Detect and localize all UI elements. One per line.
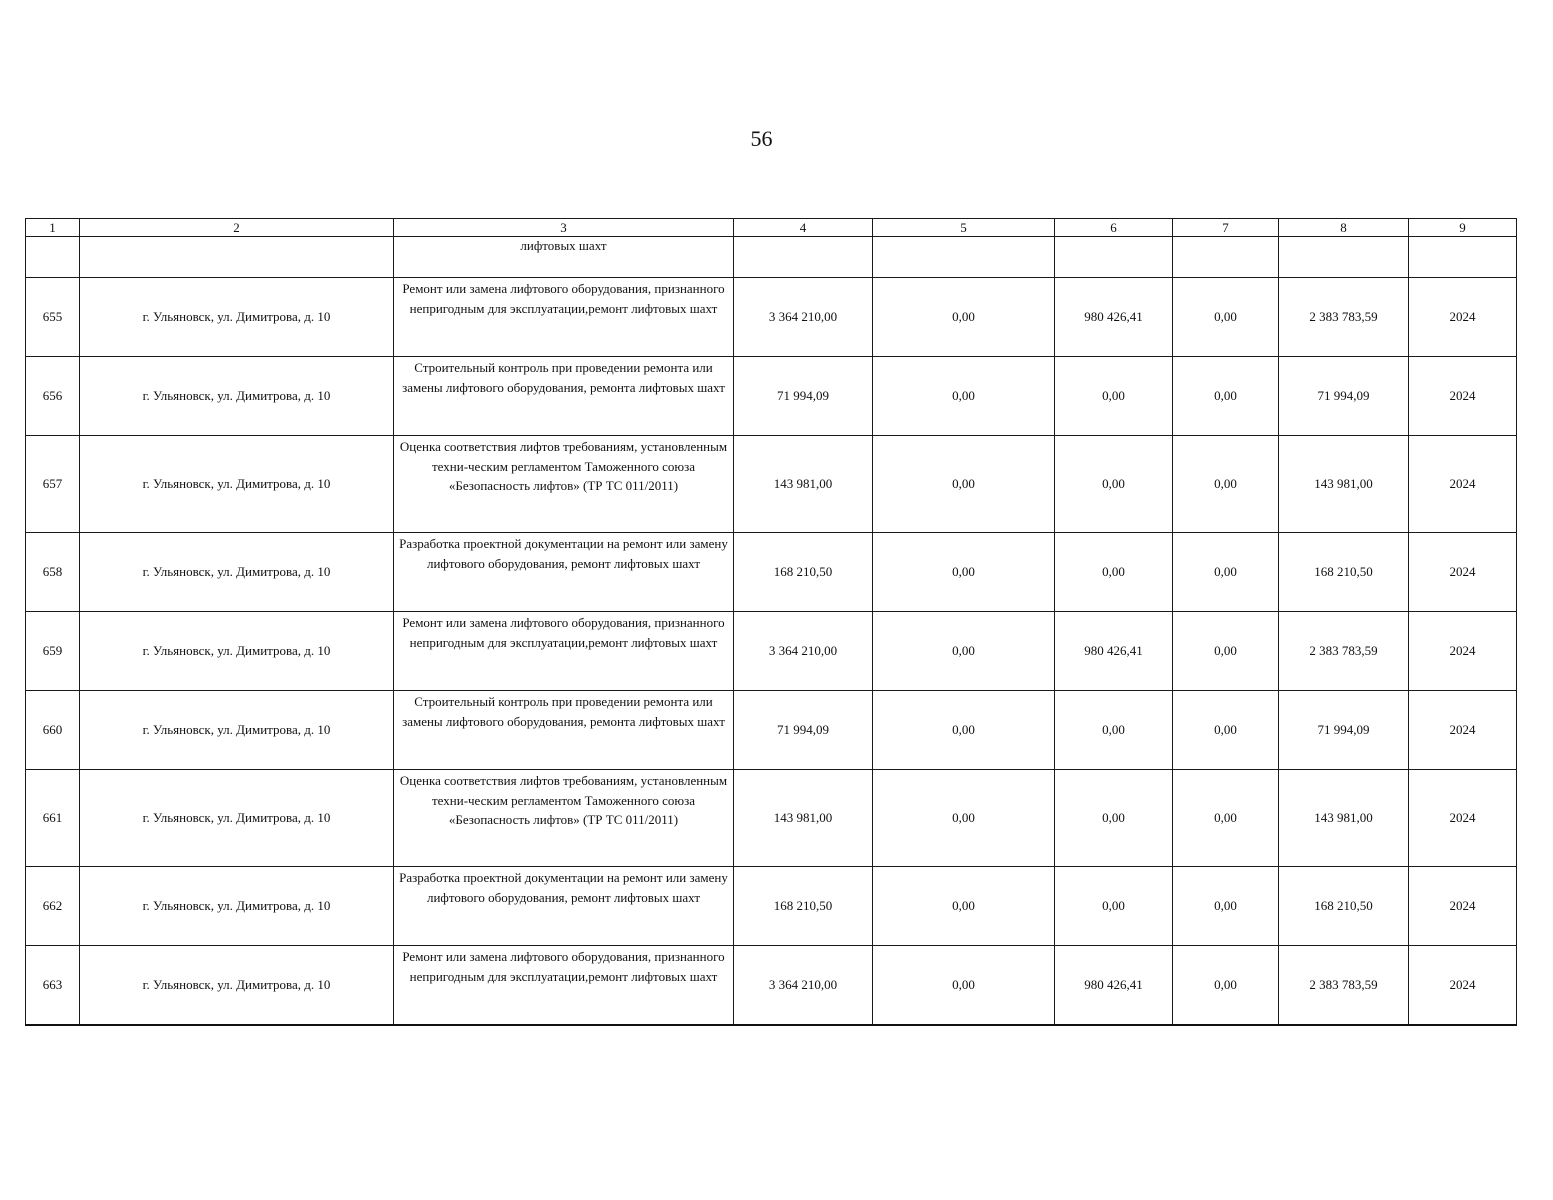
row-number: 656 [26,357,80,436]
amount-total: 3 364 210,00 [734,612,873,691]
column-number: 5 [873,219,1055,237]
year: 2024 [1409,278,1517,357]
table-row [26,357,1517,436]
amount-col7: 0,00 [1173,946,1279,1026]
address: г. Ульяновск, ул. Димитрова, д. 10 [80,533,394,612]
amount-col7: 0,00 [1173,533,1279,612]
row-number: 660 [26,691,80,770]
table-row [26,533,1517,612]
amount-col7: 0,00 [1173,278,1279,357]
year: 2024 [1409,867,1517,946]
column-number: 9 [1409,219,1517,237]
amount-total: 168 210,50 [734,867,873,946]
row-number: 658 [26,533,80,612]
column-number: 3 [394,219,734,237]
table-row [26,278,1517,357]
amount-col8: 168 210,50 [1279,533,1409,612]
amount-col8: 2 383 783,59 [1279,946,1409,1026]
row-number: 659 [26,612,80,691]
column-number: 8 [1279,219,1409,237]
row-number: 662 [26,867,80,946]
row-number: 657 [26,436,80,533]
year: 2024 [1409,357,1517,436]
amount-col8: 168 210,50 [1279,867,1409,946]
year: 2024 [1409,946,1517,1026]
amount-col5: 0,00 [873,612,1055,691]
work-description: Ремонт или замена лифтового оборудования, признанного непригодным для эксплуатации,ремонт лифтовых шахт [394,278,734,357]
amount-col5: 0,00 [873,278,1055,357]
amount-col8: 143 981,00 [1279,770,1409,867]
amount-total: 143 981,00 [734,770,873,867]
row-number: 655 [26,278,80,357]
address: г. Ульяновск, ул. Димитрова, д. 10 [80,691,394,770]
cell-empty [1409,237,1517,278]
amount-col6: 980 426,41 [1055,612,1173,691]
table-row [26,691,1517,770]
amount-total: 71 994,09 [734,357,873,436]
cell-empty [1279,237,1409,278]
column-number: 1 [26,219,80,237]
amount-col8: 71 994,09 [1279,357,1409,436]
amount-col5: 0,00 [873,357,1055,436]
amount-col6: 0,00 [1055,867,1173,946]
year: 2024 [1409,612,1517,691]
amount-col6: 0,00 [1055,533,1173,612]
address: г. Ульяновск, ул. Димитрова, д. 10 [80,770,394,867]
work-description: Разработка проектной документации на ремонт или замену лифтового оборудования, ремонт лифтовых шахт [394,533,734,612]
column-number: 4 [734,219,873,237]
address: г. Ульяновск, ул. Димитрова, д. 10 [80,436,394,533]
address: г. Ульяновск, ул. Димитрова, д. 10 [80,946,394,1026]
year: 2024 [1409,533,1517,612]
amount-col6: 0,00 [1055,691,1173,770]
amount-col6: 0,00 [1055,770,1173,867]
address: г. Ульяновск, ул. Димитрова, д. 10 [80,278,394,357]
amount-col7: 0,00 [1173,612,1279,691]
cell-empty [1173,237,1279,278]
amount-col8: 2 383 783,59 [1279,278,1409,357]
amount-total: 168 210,50 [734,533,873,612]
work-description: Разработка проектной документации на ремонт или замену лифтового оборудования, ремонт лифтовых шахт [394,867,734,946]
column-number: 6 [1055,219,1173,237]
work-description: Оценка соответствия лифтов требованиям, установленным техни-ческим регламентом Таможенного союза «Безопасность лифтов» (ТР ТС 011/2011) [394,770,734,867]
table-row [26,612,1517,691]
continued-description: лифтовых шахт [394,237,734,278]
amount-col7: 0,00 [1173,867,1279,946]
amount-col5: 0,00 [873,867,1055,946]
work-description: Строительный контроль при проведении ремонта или замены лифтового оборудования, ремонта лифтовых шахт [394,357,734,436]
table-row [26,436,1517,533]
year: 2024 [1409,770,1517,867]
address: г. Ульяновск, ул. Димитрова, д. 10 [80,867,394,946]
cell-empty [873,237,1055,278]
amount-total: 3 364 210,00 [734,946,873,1026]
amount-col6: 980 426,41 [1055,946,1173,1026]
amount-col5: 0,00 [873,691,1055,770]
amount-col7: 0,00 [1173,770,1279,867]
amount-col6: 980 426,41 [1055,278,1173,357]
amount-col5: 0,00 [873,770,1055,867]
address: г. Ульяновск, ул. Димитрова, д. 10 [80,357,394,436]
cell-empty [80,237,394,278]
amount-total: 143 981,00 [734,436,873,533]
table-row [26,770,1517,867]
amount-col8: 143 981,00 [1279,436,1409,533]
work-description: Строительный контроль при проведении ремонта или замены лифтового оборудования, ремонта лифтовых шахт [394,691,734,770]
continuation-row [26,237,1517,278]
table-row [26,867,1517,946]
table-row [26,946,1517,1026]
column-numbers-row [26,219,1517,237]
amount-col8: 2 383 783,59 [1279,612,1409,691]
amount-col7: 0,00 [1173,357,1279,436]
row-number: 661 [26,770,80,867]
work-description: Ремонт или замена лифтового оборудования, признанного непригодным для эксплуатации,ремонт лифтовых шахт [394,612,734,691]
address: г. Ульяновск, ул. Димитрова, д. 10 [80,612,394,691]
cell-empty [26,237,80,278]
amount-col6: 0,00 [1055,357,1173,436]
amount-col8: 71 994,09 [1279,691,1409,770]
amount-total: 3 364 210,00 [734,278,873,357]
page-number: 56 [750,126,773,151]
amount-col6: 0,00 [1055,436,1173,533]
work-description: Ремонт или замена лифтового оборудования, признанного непригодным для эксплуатации,ремонт лифтовых шахт [394,946,734,1026]
amount-total: 71 994,09 [734,691,873,770]
amount-col5: 0,00 [873,533,1055,612]
column-number: 2 [80,219,394,237]
amount-col7: 0,00 [1173,436,1279,533]
cell-empty [734,237,873,278]
amount-col5: 0,00 [873,436,1055,533]
year: 2024 [1409,436,1517,533]
row-number: 663 [26,946,80,1026]
cell-empty [1055,237,1173,278]
amount-col5: 0,00 [873,946,1055,1026]
work-description: Оценка соответствия лифтов требованиям, установленным техни-ческим регламентом Таможенного союза «Безопасность лифтов» (ТР ТС 011/2011) [394,436,734,533]
amount-col7: 0,00 [1173,691,1279,770]
year: 2024 [1409,691,1517,770]
column-number: 7 [1173,219,1279,237]
works-table [25,218,1517,1026]
